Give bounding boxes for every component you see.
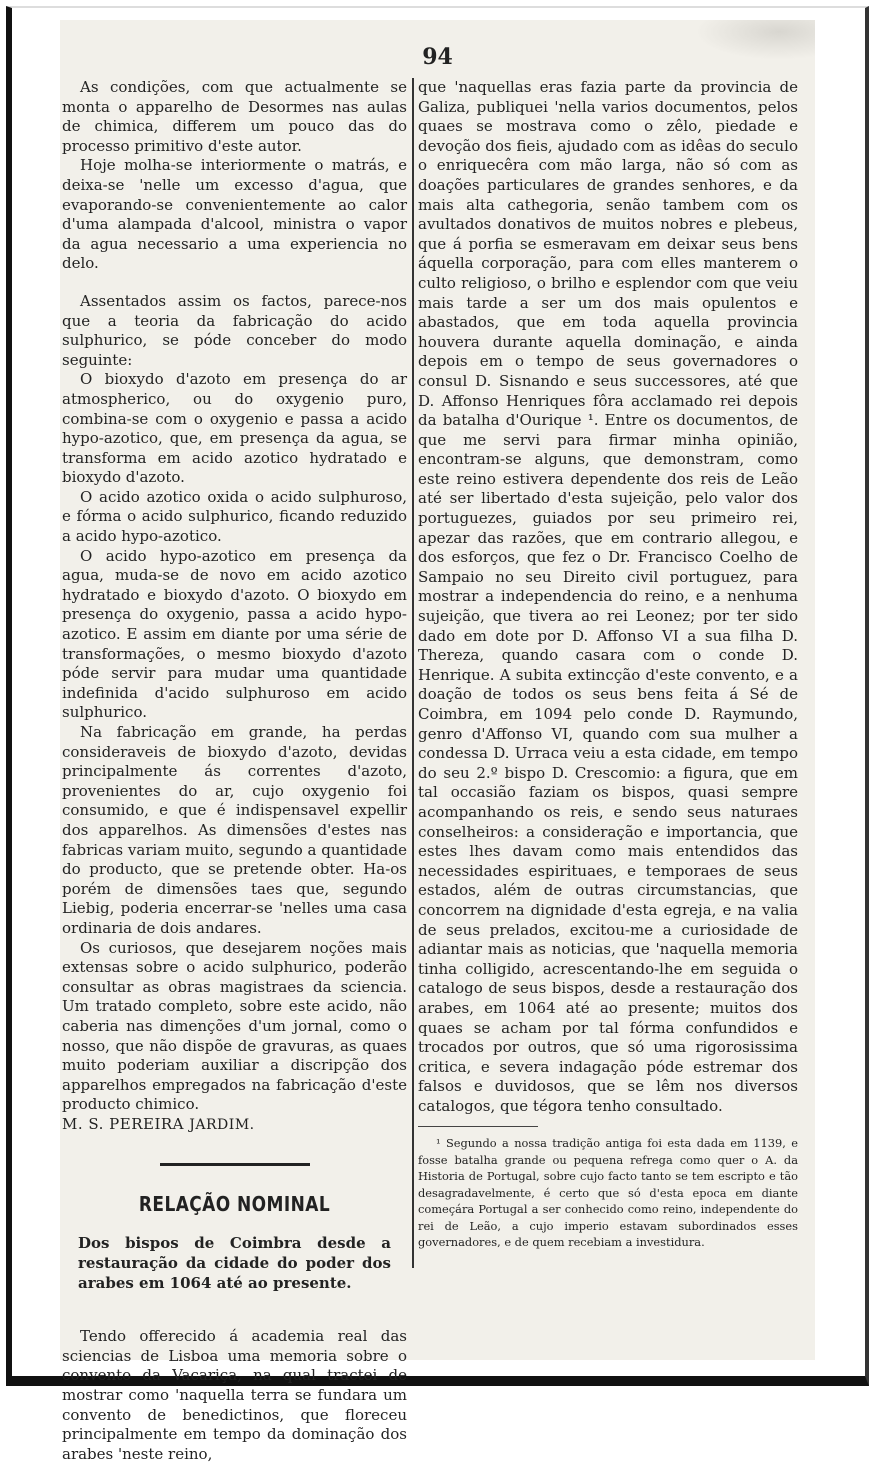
- column-divider: [412, 78, 414, 1268]
- newspaper-page: [60, 20, 815, 1463]
- paragraph: O bioxydo d'azoto em presença do ar atmospherico, ou do oxygenio puro, combina-se com o oxygenio e passa a acido hypo-azotico, que, em presença da agua, se transforma em acido azotico hydratado e bioxydo d'azoto.: [62, 370, 407, 487]
- paragraph: As condições, com que actualmente se monta o apparelho de Desormes nas aulas de chimica, differem um pouco das do processo primitivo d'este autor.: [62, 78, 407, 155]
- paragraph: O acido azotico oxida o acido sulphuroso, e fórma o acido sulphurico, ficando reduzido a acido hypo-azotico.: [62, 487, 407, 546]
- left-column: [62, 78, 407, 1464]
- section-subheading: Dos bispos de Coimbra desde a restauração da cidade do poder dos arabes em 1064 até ao presente.: [78, 1234, 391, 1292]
- signature-initials: M. S. PEREIRA: [62, 1114, 185, 1133]
- paragraph: que 'naquellas eras fazia parte da provincia de Galiza, publiquei 'nella varios documentos, pelos quaes se mostrava como o zêlo, piedade e devoção dos fieis, ajudado com as idêas do seculo o enriquecêra com mão larga, não só com as doações particulares de grandes senhores, e da mais alta cathegoria, senão tambem com os avultados donativos de muitos nobres e plebeus, que á porfia se esmeravam em deixar seus bens áquella corporação, para com elles manterem o culto religioso, o brilho e esplendor com que veiu mais tarde a ser um dos mais opulentos e abastados, que em toda aquella provincia houvera durante aquella dominação, e ainda depois em o tempo de seus governadores o consul D. Sisnando e seus successores, até que D. Affonso Henriques fôra acclamado rei depois da batalha d'Ourique ¹. Entre os documentos, de que me servi para firmar minha opinião, encontram-se alguns, que demonstram, como este reino estivera dependente dos reis de Leão até ser libertado d'esta sujeição, pelo valor dos portuguezes, guiados por seu primeiro rei, apezar das razões, que em contrario allegou, e dos esforços, que fez o Dr. Francisco Coelho de Sampaio no seu Direito civil portuguez, para mostrar a independencia do reino, e a nenhuma sujeição, que tivera ao rei Leonez; por ter sido dado em dote por D. Affonso VI a sua filha D. Thereza, quando casara com o conde D. Henrique. A subita extincção d'este convento, e a doação de todos os seus bens feita á Sé de Coimbra, em 1094 pelo conde D. Raymundo, genro d'Affonso VI, quando com sua mulher a condessa D. Urraca veiu a esta cidade, em tempo do seu 2.º bispo D. Crescomio: a figura, que em tal occasião faziam os bispos, quasi sempre acompanhando os reis, e sendo seus naturaes conselheiros: a consideração e importancia, que estes lhes davam como mais entendidos das necessidades espirituaes, e temporaes de seus estados, além de outras circumstancias, que concorrem na dignidade d'esta egreja, e na valia de seus prelados, excitou-me a curiosidade de adiantar mais as noticias, que 'naquella memoria tinha colligido, acrescentando-lhe em seguida o catalogo de seus bispos, desde a restauração dos arabes, em 1064 até ao presente; muitos dos quaes se acham por tal fórma confundidos e trocados por outros, que só uma rigorosissima critica, e severa indagação póde estremar dos falsos e duvidosos, que se lêm nos diversos catalogos, que tégora tenho consultado.: [418, 78, 798, 1115]
- paragraph: Tendo offerecido á academia real das sciencias de Lisboa uma memoria sobre o convento da Vacariça, na qual tractei de mostrar como 'naquella terra se fundara um convento de benedictinos, que floreceu principalmente em tempo da dominação dos arabes 'neste reino,: [62, 1327, 407, 1463]
- paragraph: Assentados assim os factos, parece-nos que a teoria da fabricação do acido sulphurico, se póde conceber do modo seguinte:: [62, 291, 407, 369]
- page-number: 94: [422, 44, 453, 70]
- footnote: ¹ Segundo a nossa tradição antiga foi esta dada em 1139, e fosse batalha grande ou pequena refrega como quer o A. da Historia de Portugal, sobre cujo facto tanto se tem escripto e tão desagradavelmente, é certo que só d'esta epoca em diante começára Portugal a ser conhecido como reino, independente do rei de Leão, a cujo imperio estavam subordinados esses governadores, e de quem recebiam a investidura.: [418, 1136, 798, 1250]
- paragraph: Hoje molha-se interiormente o matrás, e deixa-se 'nelle um excesso d'agua, que evaporando-se convenientemente ao calor d'uma alampada d'alcool, ministra o vapor da agua necessario a uma experiencia no delo.: [62, 156, 407, 273]
- signature-name: JARDIM.: [189, 1116, 255, 1133]
- author-signature: [62, 1115, 407, 1136]
- right-column: [418, 78, 798, 1251]
- footnote-rule: [418, 1126, 538, 1127]
- paragraph: Na fabricação em grande, ha perdas consideraveis de bioxydo d'azoto, devidas principalmente ás correntes d'azoto, provenientes do ar, cujo oxygenio foi consumido, e que é indispensavel expellir dos apparelhos. As dimensões d'estes nas fabricas variam muito, segundo a quantidade do producto, que se pretende obter. Ha-os porém de dimensões taes que, segundo Liebig, poderia encerrar-se 'nelles uma casa ordinaria de dois andares.: [62, 723, 407, 937]
- paragraph: O acido hypo-azotico em presença da agua, muda-se de novo em acido azotico hydratado e bioxydo d'azoto. O bioxydo em presença do oxygenio, passa a acido hypo-azotico. E assim em diante por uma série de transformações, o mesmo bioxydo d'azoto póde servir para mudar uma quantidade indefinida d'acido sulphuroso em acido sulphurico.: [62, 546, 407, 722]
- section-divider: [160, 1163, 310, 1166]
- section-heading: RELAÇÃO NOMINAL: [138, 1192, 331, 1217]
- paragraph: Os curiosos, que desejarem noções mais extensas sobre o acido sulphurico, poderão consultar as obras magistraes da sciencia. Um tratado completo, sobre este acido, não caberia nas dimenções d'um jornal, como o nosso, que não dispõe de gravuras, as quaes muito poderiam auxiliar a discripção dos apparelhos empregados na fabricação d'este producto chimico.: [62, 938, 407, 1114]
